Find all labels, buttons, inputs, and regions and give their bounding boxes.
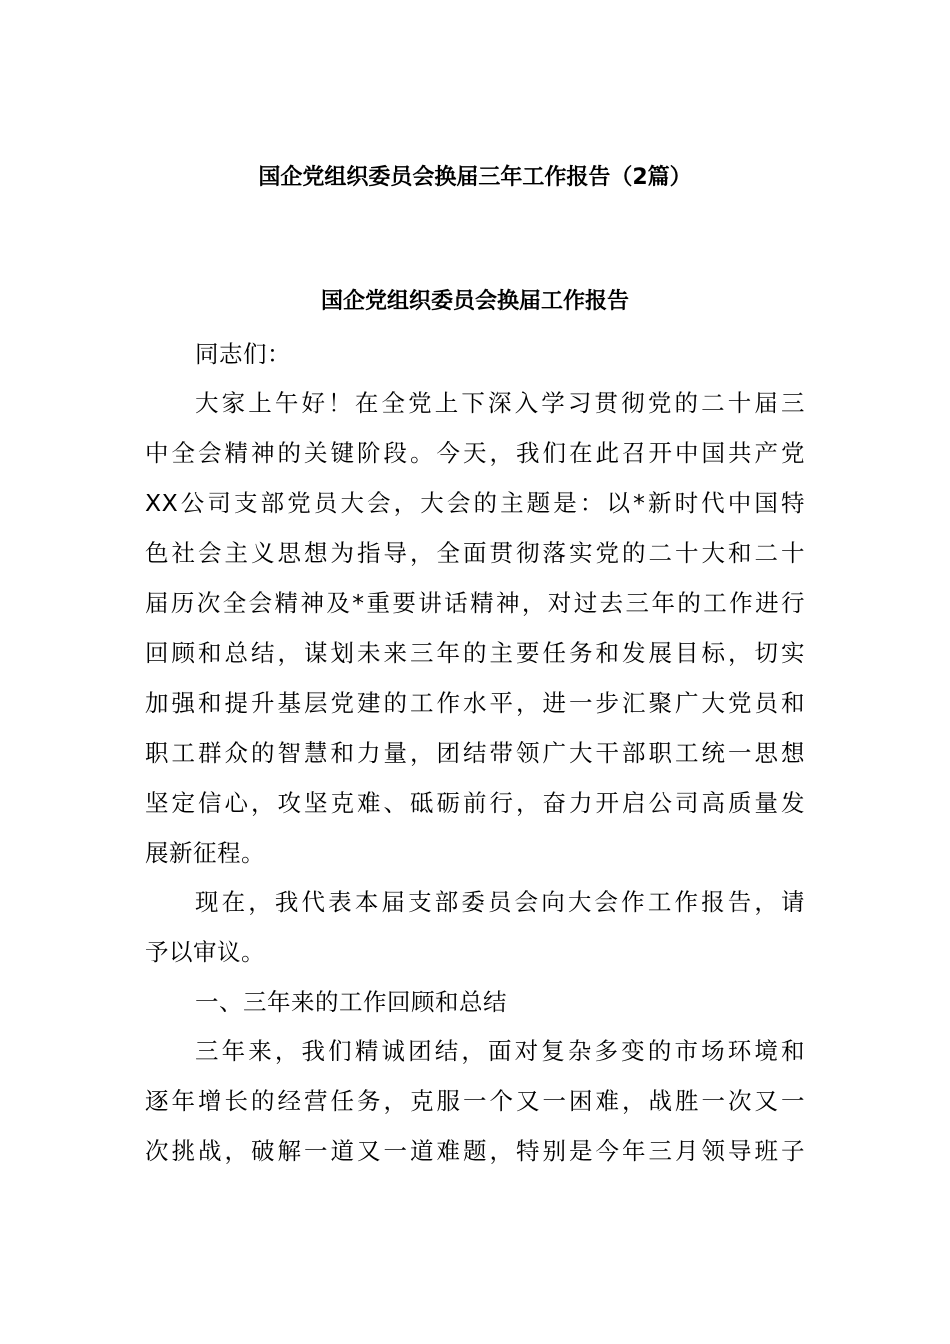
paragraph-line: 加强和提升基层党建的工作水平，进一步汇聚广大党员和: [145, 689, 805, 717]
paragraph-report-intro: [145, 877, 805, 977]
section-heading-text: 一、三年来的工作回顾和总结: [195, 988, 507, 1016]
paragraph-line: 中全会精神的关键阶段。今天，我们在此召开中国共产党: [145, 439, 805, 467]
paragraph-line: XX公司支部党员大会，大会的主题是：以*新时代中国特: [145, 489, 805, 517]
paragraph-line: 回顾和总结，谋划未来三年的主要任务和发展目标，切实: [145, 639, 805, 667]
salutation: [145, 329, 805, 379]
salutation-text: 同志们：: [195, 340, 291, 368]
report-title: 国企党组织委员会换届工作报告: [320, 289, 629, 314]
paragraph-line: 现在，我代表本届支部委员会向大会作工作报告，请: [195, 888, 805, 916]
document-main-title: 国企党组织委员会换届三年工作报告（2篇）: [258, 165, 692, 190]
paragraph-line: 次挑战，破解一道又一道难题，特别是今年三月领导班子: [145, 1137, 805, 1165]
paragraph-line: 三年来，我们精诚团结，面对复杂多变的市场环境和: [195, 1037, 805, 1065]
paragraph-line: 予以审议。: [145, 938, 265, 966]
paragraph-opening: [145, 378, 805, 878]
section-heading: [145, 977, 805, 1027]
paragraph-line: 展新征程。: [145, 839, 265, 867]
paragraph-line: 坚定信心，攻坚克难、砥砺前行，奋力开启公司高质量发: [145, 789, 805, 817]
paragraph-line: 色社会主义思想为指导，全面贯彻落实党的二十大和二十: [145, 539, 805, 567]
paragraph-line: 届历次全会精神及*重要讲话精神，对过去三年的工作进行: [145, 589, 805, 617]
paragraph-line: 逐年增长的经营任务，克服一个又一困难，战胜一次又一: [145, 1087, 805, 1115]
paragraph-review: [145, 1026, 805, 1176]
paragraph-line: 职工群众的智慧和力量，团结带领广大干部职工统一思想: [145, 739, 805, 767]
paragraph-line: 大家上午好！在全党上下深入学习贯彻党的二十届三: [195, 389, 805, 417]
